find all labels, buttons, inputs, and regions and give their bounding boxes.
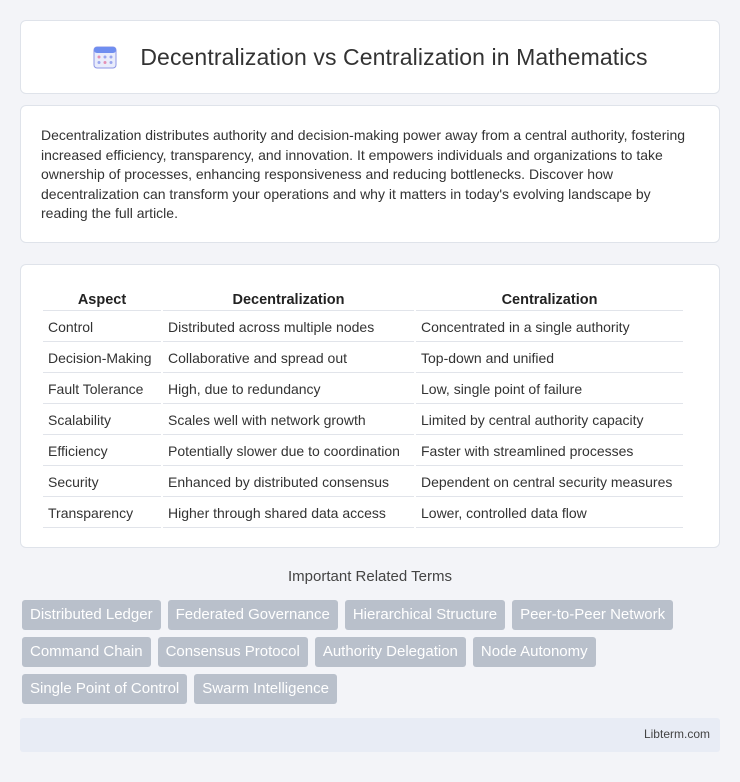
table-row [43, 406, 683, 435]
related-term-tag[interactable]: Consensus Protocol [158, 637, 308, 667]
table-row [43, 437, 683, 466]
column-header: Centralization [416, 289, 683, 311]
table-cell: Fault Tolerance [43, 375, 161, 404]
intro-card [20, 105, 720, 243]
intro-text: Decentralization distributes authority and decision-making power away from a central authority, fostering increased efficiency, transparency, and innovation. It empowers individuals and organizations to take ownership of processes, enhancing responsiveness and reducing bottlenecks. Discover how decentralization can transform your operations and why it matters in today's evolving landscape by reading the full article. [41, 127, 686, 222]
table-cell: Concentrated in a single authority [416, 313, 683, 342]
table-cell: High, due to redundancy [163, 375, 414, 404]
related-term-tag[interactable]: Command Chain [22, 637, 151, 667]
comparison-table-card [20, 264, 720, 548]
table-cell: Low, single point of failure [416, 375, 683, 404]
table-cell: Decision-Making [43, 344, 161, 373]
table-cell: Distributed across multiple nodes [163, 313, 414, 342]
table-cell: Control [43, 313, 161, 342]
related-term-tag[interactable]: Authority Delegation [315, 637, 466, 667]
table-row [43, 468, 683, 497]
page-title: Decentralization vs Centralization in Mathematics [140, 43, 648, 70]
related-terms-title: Important Related Terms [288, 568, 452, 585]
calendar-grid-icon [92, 44, 118, 70]
related-term-tag[interactable]: Peer-to-Peer Network [512, 600, 673, 630]
table-row [43, 344, 683, 373]
table-cell: Dependent on central security measures [416, 468, 683, 497]
related-term-tag[interactable]: Hierarchical Structure [345, 600, 505, 630]
table-cell: Limited by central authority capacity [416, 406, 683, 435]
comparison-table [41, 287, 685, 530]
footer-site-link[interactable]: Libterm.com [643, 727, 710, 741]
header-card [20, 20, 720, 94]
column-header: Aspect [43, 289, 161, 311]
table-cell: Collaborative and spread out [163, 344, 414, 373]
table-row [43, 313, 683, 342]
related-term-tag[interactable]: Single Point of Control [22, 674, 187, 704]
related-term-tag[interactable]: Federated Governance [168, 600, 338, 630]
related-terms-list [22, 600, 722, 704]
table-cell: Enhanced by distributed consensus [163, 468, 414, 497]
table-row [43, 375, 683, 404]
column-header: Decentralization [163, 289, 414, 311]
related-term-tag[interactable]: Node Autonomy [473, 637, 596, 667]
related-term-tag[interactable]: Distributed Ledger [22, 600, 161, 630]
table-cell: Top-down and unified [416, 344, 683, 373]
table-cell: Potentially slower due to coordination [163, 437, 414, 466]
table-cell: Lower, controlled data flow [416, 499, 683, 528]
table-cell: Scalability [43, 406, 161, 435]
table-cell: Faster with streamlined processes [416, 437, 683, 466]
table-cell: Higher through shared data access [163, 499, 414, 528]
table-cell: Transparency [43, 499, 161, 528]
table-cell: Efficiency [43, 437, 161, 466]
table-header-row [43, 289, 683, 311]
footer [20, 718, 720, 752]
related-term-tag[interactable]: Swarm Intelligence [194, 674, 337, 704]
table-row [43, 499, 683, 528]
table-cell: Scales well with network growth [163, 406, 414, 435]
table-cell: Security [43, 468, 161, 497]
